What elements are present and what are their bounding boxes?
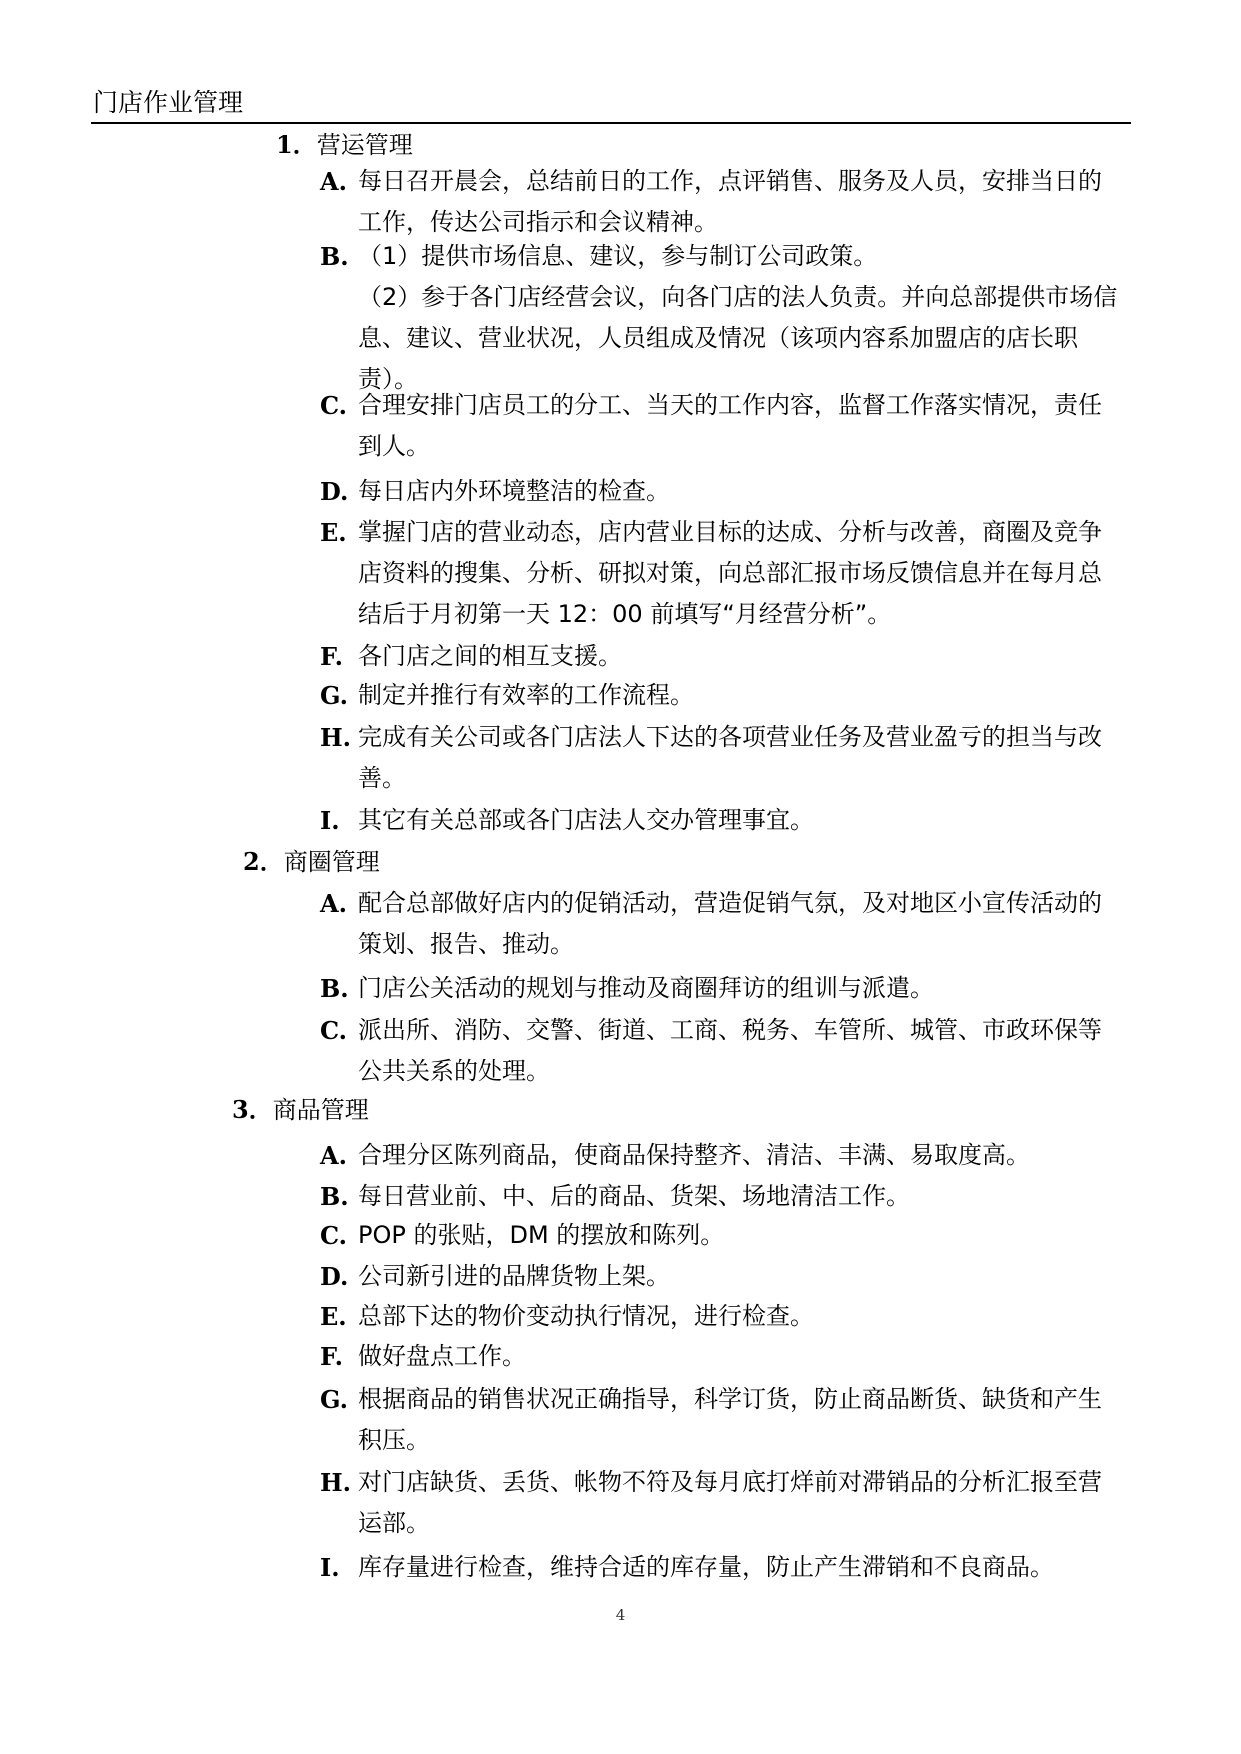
item-line: 配合总部做好店内的促销活动，营造促销气氛，及对地区小宣传活动的 xyxy=(358,889,1102,917)
item-line: 息、建议、营业状况，人员组成及情况（该项内容系加盟店的店长职 xyxy=(358,324,1078,352)
item-line: 制定并推行有效率的工作流程。 xyxy=(358,681,694,709)
item-line: 派出所、消防、交警、街道、工商、税务、车管所、城管、市政环保等 xyxy=(358,1016,1102,1044)
list-item xyxy=(320,636,1130,678)
item-text xyxy=(358,1215,1118,1256)
list-item xyxy=(320,161,1130,243)
list-item xyxy=(320,1462,1130,1544)
item-label: G. xyxy=(320,681,348,710)
item-line: 合理安排门店员工的分工、当天的工作内容，监督工作落实情况，责任 xyxy=(358,391,1102,419)
item-text xyxy=(358,471,1118,512)
section-heading-3 xyxy=(232,1093,369,1127)
item-line: 每日召开晨会，总结前日的工作，点评销售、服务及人员，安排当日的 xyxy=(358,167,1102,195)
item-line: 策划、报告、推动。 xyxy=(358,930,574,958)
item-line: 总部下达的物价变动执行情况，进行检查。 xyxy=(358,1302,814,1330)
item-label: C. xyxy=(320,1221,348,1250)
list-item xyxy=(320,1547,1130,1589)
item-label: I. xyxy=(320,1553,340,1582)
item-line: 公共关系的处理。 xyxy=(358,1057,550,1085)
item-line: 其它有关总部或各门店法人交办管理事宜。 xyxy=(358,806,814,834)
section-number: 1． xyxy=(276,130,317,159)
list-item xyxy=(320,1336,1130,1378)
item-text xyxy=(358,1135,1118,1176)
item-text xyxy=(358,1296,1118,1337)
item-text xyxy=(358,236,1118,400)
page-number: 4 xyxy=(615,1606,626,1624)
section-heading-1 xyxy=(276,128,413,162)
item-label: E. xyxy=(320,1302,347,1331)
item-line: 对门店缺货、丢货、帐物不符及每月底打烊前对滞销品的分析汇报至营 xyxy=(358,1468,1102,1496)
item-line: 每日营业前、中、后的商品、货架、场地清洁工作。 xyxy=(358,1182,910,1210)
item-label: C. xyxy=(320,1016,348,1045)
item-text xyxy=(358,717,1118,799)
item-line: 门店公关活动的规划与推动及商圈拜访的组训与派遣。 xyxy=(358,974,934,1002)
list-item xyxy=(320,471,1130,513)
list-item xyxy=(320,1010,1130,1092)
page-header-title: 门店作业管理 xyxy=(93,88,244,117)
section-title: 商品管理 xyxy=(272,1096,369,1124)
item-label: D. xyxy=(320,477,349,506)
item-text xyxy=(358,675,1118,716)
item-line: 结后于月初第一天 12：00 前填写“月经营分析”。 xyxy=(358,600,892,628)
item-label: A. xyxy=(320,167,347,196)
list-item xyxy=(320,1215,1130,1257)
item-text xyxy=(358,968,1118,1009)
item-line: 工作，传达公司指示和会议精神。 xyxy=(358,208,718,236)
item-text xyxy=(358,1010,1118,1092)
list-item xyxy=(320,675,1130,717)
list-item xyxy=(320,717,1130,799)
item-label: B. xyxy=(320,974,349,1003)
header-rule xyxy=(91,122,1131,124)
item-line: （1）提供市场信息、建议，参与制订公司政策。 xyxy=(358,242,878,270)
item-line: 完成有关公司或各门店法人下达的各项营业任务及营业盈亏的担当与改 xyxy=(358,723,1102,751)
list-item xyxy=(320,1379,1130,1461)
item-text xyxy=(358,1462,1118,1544)
item-label: I. xyxy=(320,806,340,835)
item-label: F. xyxy=(320,1342,343,1371)
item-line: 各门店之间的相互支援。 xyxy=(358,642,622,670)
item-label: C. xyxy=(320,391,348,420)
item-text xyxy=(358,385,1118,467)
item-line: 积压。 xyxy=(358,1426,430,1454)
item-text xyxy=(358,512,1118,635)
list-item xyxy=(320,968,1130,1010)
item-line: 店资料的搜集、分析、研拟对策，向总部汇报市场反馈信息并在每月总 xyxy=(358,559,1102,587)
item-line: 掌握门店的营业动态，店内营业目标的达成、分析与改善，商圈及竞争 xyxy=(358,518,1102,546)
item-line: 公司新引进的品牌货物上架。 xyxy=(358,1262,670,1290)
list-item xyxy=(320,236,1130,400)
section-title: 商圈管理 xyxy=(283,848,380,876)
item-text xyxy=(358,883,1118,965)
list-item xyxy=(320,385,1130,467)
item-line: 根据商品的销售状况正确指导，科学订货，防止商品断货、缺货和产生 xyxy=(358,1385,1102,1413)
section-title: 营运管理 xyxy=(316,131,413,159)
item-label: B. xyxy=(320,1182,349,1211)
list-item xyxy=(320,800,1130,842)
item-label: A. xyxy=(320,889,347,918)
list-item xyxy=(320,883,1130,965)
item-text xyxy=(358,800,1118,841)
item-text xyxy=(358,1547,1118,1588)
item-label: H. xyxy=(320,723,352,752)
item-line: 库存量进行检查，维持合适的库存量，防止产生滞销和不良商品。 xyxy=(358,1553,1054,1581)
item-label: F. xyxy=(320,642,343,671)
list-item xyxy=(320,512,1130,635)
list-item xyxy=(320,1256,1130,1298)
list-item xyxy=(320,1135,1130,1177)
item-label: D. xyxy=(320,1262,349,1291)
item-line: POP 的张贴，DM 的摆放和陈列。 xyxy=(358,1221,725,1249)
item-label: H. xyxy=(320,1468,352,1497)
item-text xyxy=(358,1336,1118,1377)
item-text xyxy=(358,1176,1118,1217)
section-number: 2． xyxy=(243,847,284,876)
item-text xyxy=(358,1256,1118,1297)
item-line: （2）参于各门店经营会议，向各门店的法人负责。并向总部提供市场信 xyxy=(358,283,1118,311)
item-line: 责）。 xyxy=(358,365,418,393)
list-item xyxy=(320,1296,1130,1338)
section-heading-2 xyxy=(243,845,380,879)
item-line: 每日店内外环境整洁的检查。 xyxy=(358,477,670,505)
section-number: 3． xyxy=(232,1095,273,1124)
item-label: G. xyxy=(320,1385,348,1414)
item-text xyxy=(358,161,1118,243)
item-line: 善。 xyxy=(358,764,406,792)
list-item xyxy=(320,1176,1130,1218)
item-line: 做好盘点工作。 xyxy=(358,1342,526,1370)
item-text xyxy=(358,636,1118,677)
item-text xyxy=(358,1379,1118,1461)
item-line: 运部。 xyxy=(358,1509,430,1537)
item-label: B. xyxy=(320,242,349,271)
item-line: 到人。 xyxy=(358,432,430,460)
item-line: 合理分区陈列商品，使商品保持整齐、清洁、丰满、易取度高。 xyxy=(358,1141,1030,1169)
item-label: A. xyxy=(320,1141,347,1170)
item-label: E. xyxy=(320,518,347,547)
